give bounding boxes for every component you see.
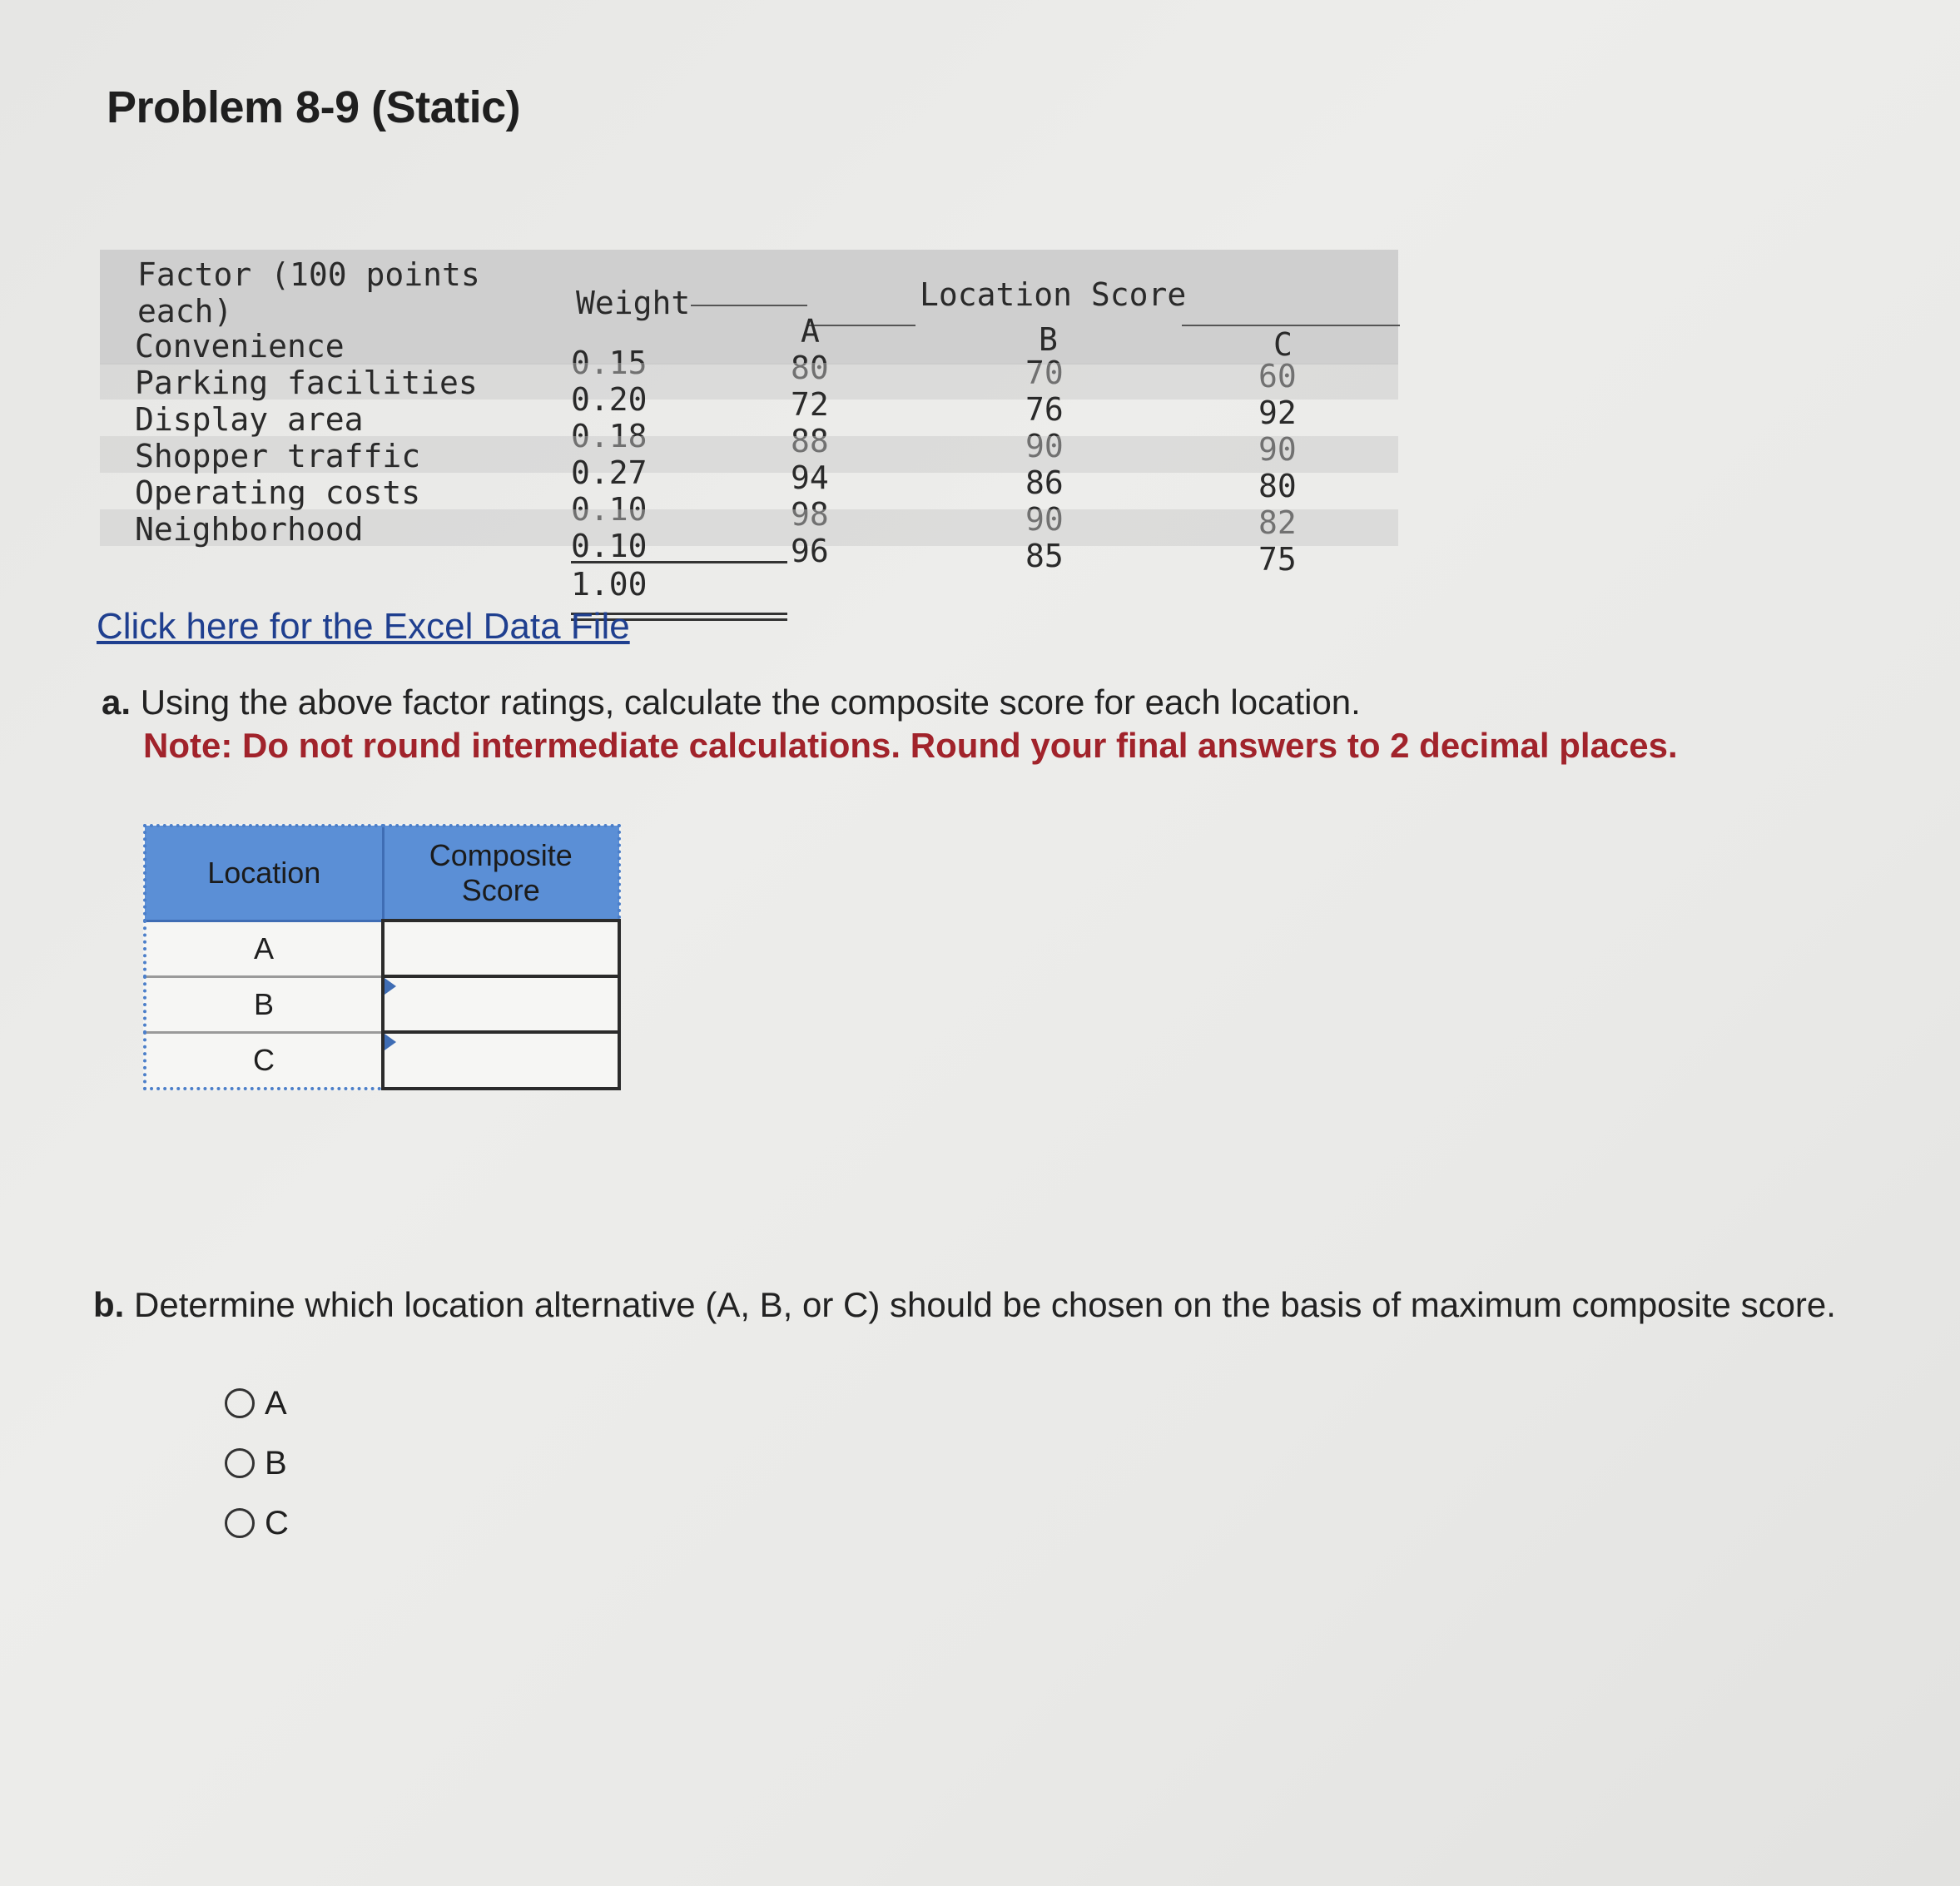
composite-score-table [143,824,621,1090]
composite-score-header-line1: Composite [429,838,573,872]
option-label: B [265,1444,287,1482]
factor-name: Display area [135,401,364,438]
factor-name: Shopper traffic [135,438,421,474]
factor-header-line2: each) [137,293,233,330]
option-b[interactable] [225,1433,289,1493]
factor-name: Parking facilities [135,365,478,401]
factor-name: Operating costs [135,474,421,511]
location-cell: C [145,1032,383,1089]
score-b: 86 [1025,464,1064,501]
table-row [145,976,619,1032]
composite-score-header-line2: Score [461,873,540,907]
column-header-a: A [801,313,820,350]
composite-score-header [383,826,619,921]
factor-weight: 0.15 [571,345,648,381]
weight-sum-rule [571,561,787,563]
factor-name: Neighborhood [135,511,364,548]
option-label: A [265,1384,287,1422]
score-c: 80 [1258,468,1297,504]
score-b: 70 [1025,355,1064,391]
part-b-text: Determine which location alternative (A, B, or C) should be chosen on the basis of maximum composite score. [134,1285,1836,1324]
weight-column-header: Weight [576,285,691,321]
score-c: 75 [1258,541,1297,578]
page-title: Problem 8-9 (Static) [107,82,521,132]
factor-weight: 0.10 [571,528,648,564]
factor-table-body [100,326,1398,578]
part-a-text: Using the above factor ratings, calculate the composite score for each location. [140,682,1361,722]
composite-score-cell [383,976,619,1032]
factor-weight: 0.18 [571,418,648,454]
table-row [145,1032,619,1089]
radio-button-icon[interactable] [225,1508,255,1538]
excel-data-file-link[interactable]: Click here for the Excel Data File [97,606,630,647]
composite-score-input-c[interactable] [385,1037,618,1084]
score-b: 90 [1025,501,1064,538]
score-a: 94 [791,459,829,496]
score-a: 80 [791,350,829,386]
score-b: 85 [1025,538,1064,574]
score-c: 60 [1258,358,1297,395]
table-row [100,509,1398,578]
part-b-label: b. [93,1285,125,1324]
score-b: 90 [1025,428,1064,464]
table-row [145,921,619,976]
part-a-label: a. [102,682,131,722]
option-label: C [265,1504,289,1541]
part-a-question [102,682,1361,722]
option-c[interactable] [225,1493,289,1553]
composite-score-input-a[interactable] [385,926,618,972]
part-b-question [93,1285,1836,1325]
location-cell: A [145,921,383,976]
rounding-note: Note: Do not round intermediate calculations. Round your final answers to 2 decimal places. [143,726,1678,765]
factor-weight: 0.27 [571,454,648,491]
score-b: 76 [1025,391,1064,428]
column-header-b: B [1039,321,1058,358]
cell-marker-icon [385,978,396,995]
score-c: 92 [1258,395,1297,431]
radio-button-icon[interactable] [225,1448,255,1478]
factor-name: Convenience [135,328,345,365]
score-c: 90 [1258,431,1297,468]
score-a: 96 [791,533,829,569]
score-a: 72 [791,386,829,423]
score-a: 88 [791,423,829,459]
score-c: 82 [1258,504,1297,541]
radio-button-icon[interactable] [225,1388,255,1418]
factor-weight: 0.10 [571,491,648,528]
location-score-header: Location Score [920,276,1187,313]
header-rule [691,305,807,306]
factor-weight: 0.20 [571,381,648,418]
cell-marker-icon [385,1034,396,1050]
factor-header-line1: Factor (100 points [137,256,480,293]
location-header: Location [145,826,383,921]
column-header-c: C [1273,326,1293,363]
option-a[interactable] [225,1373,289,1433]
factor-column-header [137,256,480,330]
composite-score-cell [383,921,619,976]
composite-score-input-b[interactable] [385,981,618,1028]
composite-score-cell [383,1032,619,1089]
answer-table-header [145,826,619,921]
location-cell: B [145,976,383,1032]
score-a: 98 [791,496,829,533]
location-options [225,1373,289,1553]
weight-total: 1.00 [571,566,648,603]
